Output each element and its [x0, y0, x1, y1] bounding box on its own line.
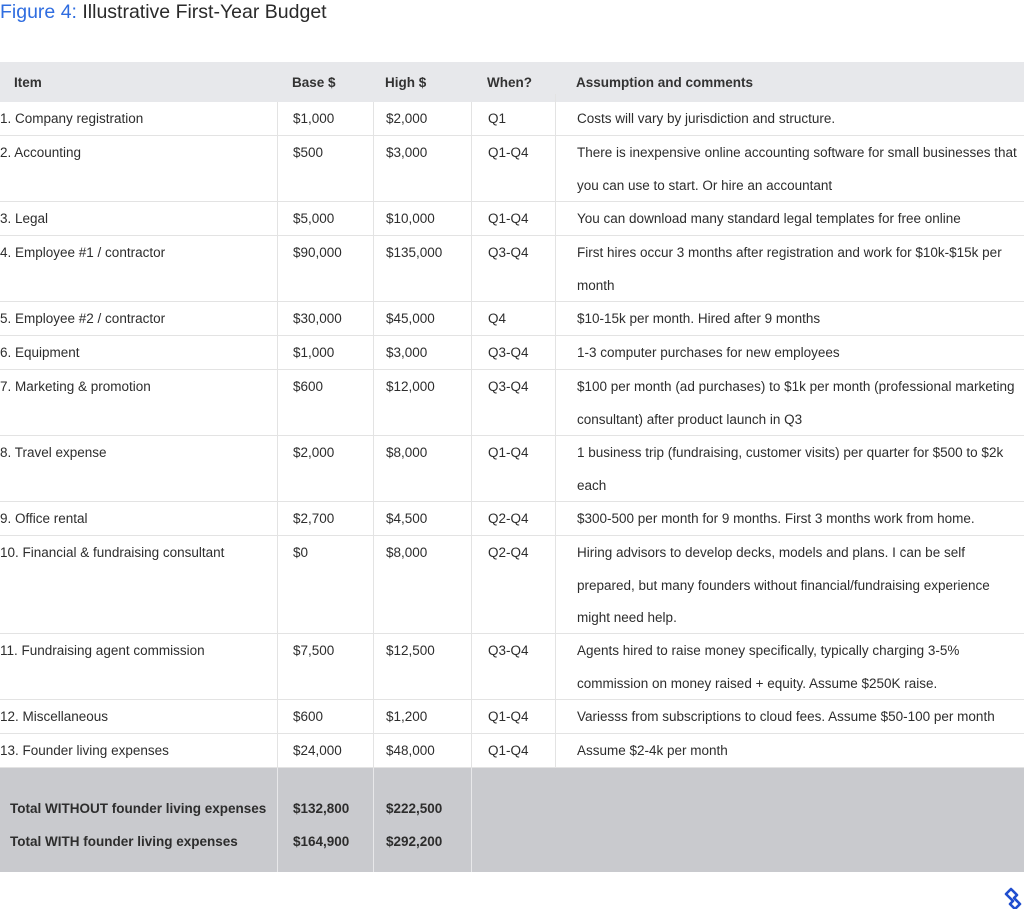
table-row — [0, 236, 1024, 302]
header-base: Base $ — [292, 74, 336, 90]
row-base: $5,000 — [277, 202, 373, 235]
row-when: Q1-Q4 — [471, 734, 555, 767]
row-item: 4. Employee #1 / contractor — [0, 245, 166, 260]
row-base: $30,000 — [277, 302, 373, 335]
table-body — [0, 102, 1024, 768]
table-row — [0, 136, 1024, 202]
row-comment: $300-500 per month for 9 months. First 3 months work from home. — [555, 494, 1024, 535]
row-comment: Costs will vary by jurisdiction and structure. — [555, 94, 1024, 135]
row-base: $600 — [277, 370, 373, 435]
row-item: 11. Fundraising agent commission — [0, 643, 205, 658]
row-comment: Assume $2-4k per month — [555, 726, 1024, 767]
row-base: $2,000 — [277, 436, 373, 501]
row-item: 7. Marketing & promotion — [0, 379, 151, 394]
row-comment: $10-15k per month. Hired after 9 months — [555, 294, 1024, 335]
row-comment: There is inexpensive online accounting software for small businesses that you can use to start. Or hire an accountant — [555, 128, 1024, 201]
header-comments: Assumption and comments — [576, 74, 754, 90]
total-with-label: Total WITH founder living expenses — [10, 834, 238, 849]
brand-logo-icon — [1002, 887, 1024, 909]
table-row — [0, 634, 1024, 700]
row-item: 12. Miscellaneous — [0, 709, 109, 724]
row-base: $1,000 — [277, 336, 373, 369]
row-item: 13. Founder living expenses — [0, 743, 169, 758]
row-when: Q2-Q4 — [471, 502, 555, 535]
row-high: $45,000 — [373, 302, 471, 335]
row-when: Q1 — [471, 102, 555, 135]
row-when: Q2-Q4 — [471, 536, 555, 633]
row-when: Q3-Q4 — [471, 634, 555, 699]
row-item: 3. Legal — [0, 211, 49, 226]
total-without-base: $132,800 — [293, 801, 350, 816]
row-when: Q3-Q4 — [471, 336, 555, 369]
row-high: $48,000 — [373, 734, 471, 767]
row-high: $12,500 — [373, 634, 471, 699]
row-high: $8,000 — [373, 536, 471, 633]
row-comment: $100 per month (ad purchases) to $1k per month (professional marketing consultant) after product launch in Q3 — [555, 362, 1024, 435]
row-comment: First hires occur 3 months after registration and work for $10k-$15k per month — [555, 228, 1024, 301]
row-comment: You can download many standard legal templates for free online — [555, 194, 1024, 235]
row-comment: Hiring advisors to develop decks, models and plans. I can be self prepared, but many founders without financial/fundraising experience might need help. — [555, 528, 1024, 633]
total-without-high: $222,500 — [386, 801, 443, 816]
row-comment: Agents hired to raise money specifically, typically charging 3-5% commission on money raised + equity. Assume $250K raise. — [555, 626, 1024, 699]
row-item: 10. Financial & fundraising consultant — [0, 545, 225, 560]
row-item: 6. Equipment — [0, 345, 80, 360]
row-when: Q1-Q4 — [471, 700, 555, 733]
row-comment: 1 business trip (fundraising, customer visits) per quarter for $500 to $2k each — [555, 428, 1024, 501]
row-high: $1,200 — [373, 700, 471, 733]
row-item: 9. Office rental — [0, 511, 88, 526]
row-base: $2,700 — [277, 502, 373, 535]
row-item: 5. Employee #2 / contractor — [0, 311, 166, 326]
figure-caption: Illustrative First-Year Budget — [76, 1, 327, 23]
row-item: 1. Company registration — [0, 111, 144, 126]
row-base: $0 — [277, 536, 373, 633]
table-row — [0, 734, 1024, 768]
row-base: $24,000 — [277, 734, 373, 767]
header-high: High $ — [385, 74, 427, 90]
row-base: $500 — [277, 136, 373, 201]
row-comment: 1-3 computer purchases for new employees — [555, 328, 1024, 369]
budget-table — [0, 62, 1024, 872]
row-when: Q4 — [471, 302, 555, 335]
figure-title — [0, 0, 327, 26]
row-base: $7,500 — [277, 634, 373, 699]
row-item: 8. Travel expense — [0, 445, 107, 460]
row-when: Q3-Q4 — [471, 236, 555, 301]
table-row — [0, 536, 1024, 634]
row-base: $1,000 — [277, 102, 373, 135]
total-with-base: $164,900 — [293, 834, 350, 849]
row-high: $10,000 — [373, 202, 471, 235]
row-comment: Variesss from subscriptions to cloud fees. Assume $50-100 per month — [555, 692, 1024, 733]
total-without-label: Total WITHOUT founder living expenses — [10, 801, 267, 816]
row-when: Q1-Q4 — [471, 436, 555, 501]
row-high: $3,000 — [373, 136, 471, 201]
row-base: $600 — [277, 700, 373, 733]
total-with-high: $292,200 — [386, 834, 443, 849]
row-high: $8,000 — [373, 436, 471, 501]
header-when: When? — [487, 74, 532, 90]
figure-number: Figure 4: — [0, 1, 77, 23]
row-when: Q1-Q4 — [471, 202, 555, 235]
row-high: $4,500 — [373, 502, 471, 535]
header-item: Item — [14, 74, 42, 90]
row-high: $3,000 — [373, 336, 471, 369]
totals-empty-cell — [471, 768, 1024, 872]
table-row — [0, 370, 1024, 436]
row-when: Q3-Q4 — [471, 370, 555, 435]
row-when: Q1-Q4 — [471, 136, 555, 201]
totals-row — [0, 768, 1024, 872]
table-row — [0, 436, 1024, 502]
row-base: $90,000 — [277, 236, 373, 301]
row-item: 2. Accounting — [0, 145, 82, 160]
row-high: $135,000 — [373, 236, 471, 301]
row-high: $2,000 — [373, 102, 471, 135]
row-high: $12,000 — [373, 370, 471, 435]
